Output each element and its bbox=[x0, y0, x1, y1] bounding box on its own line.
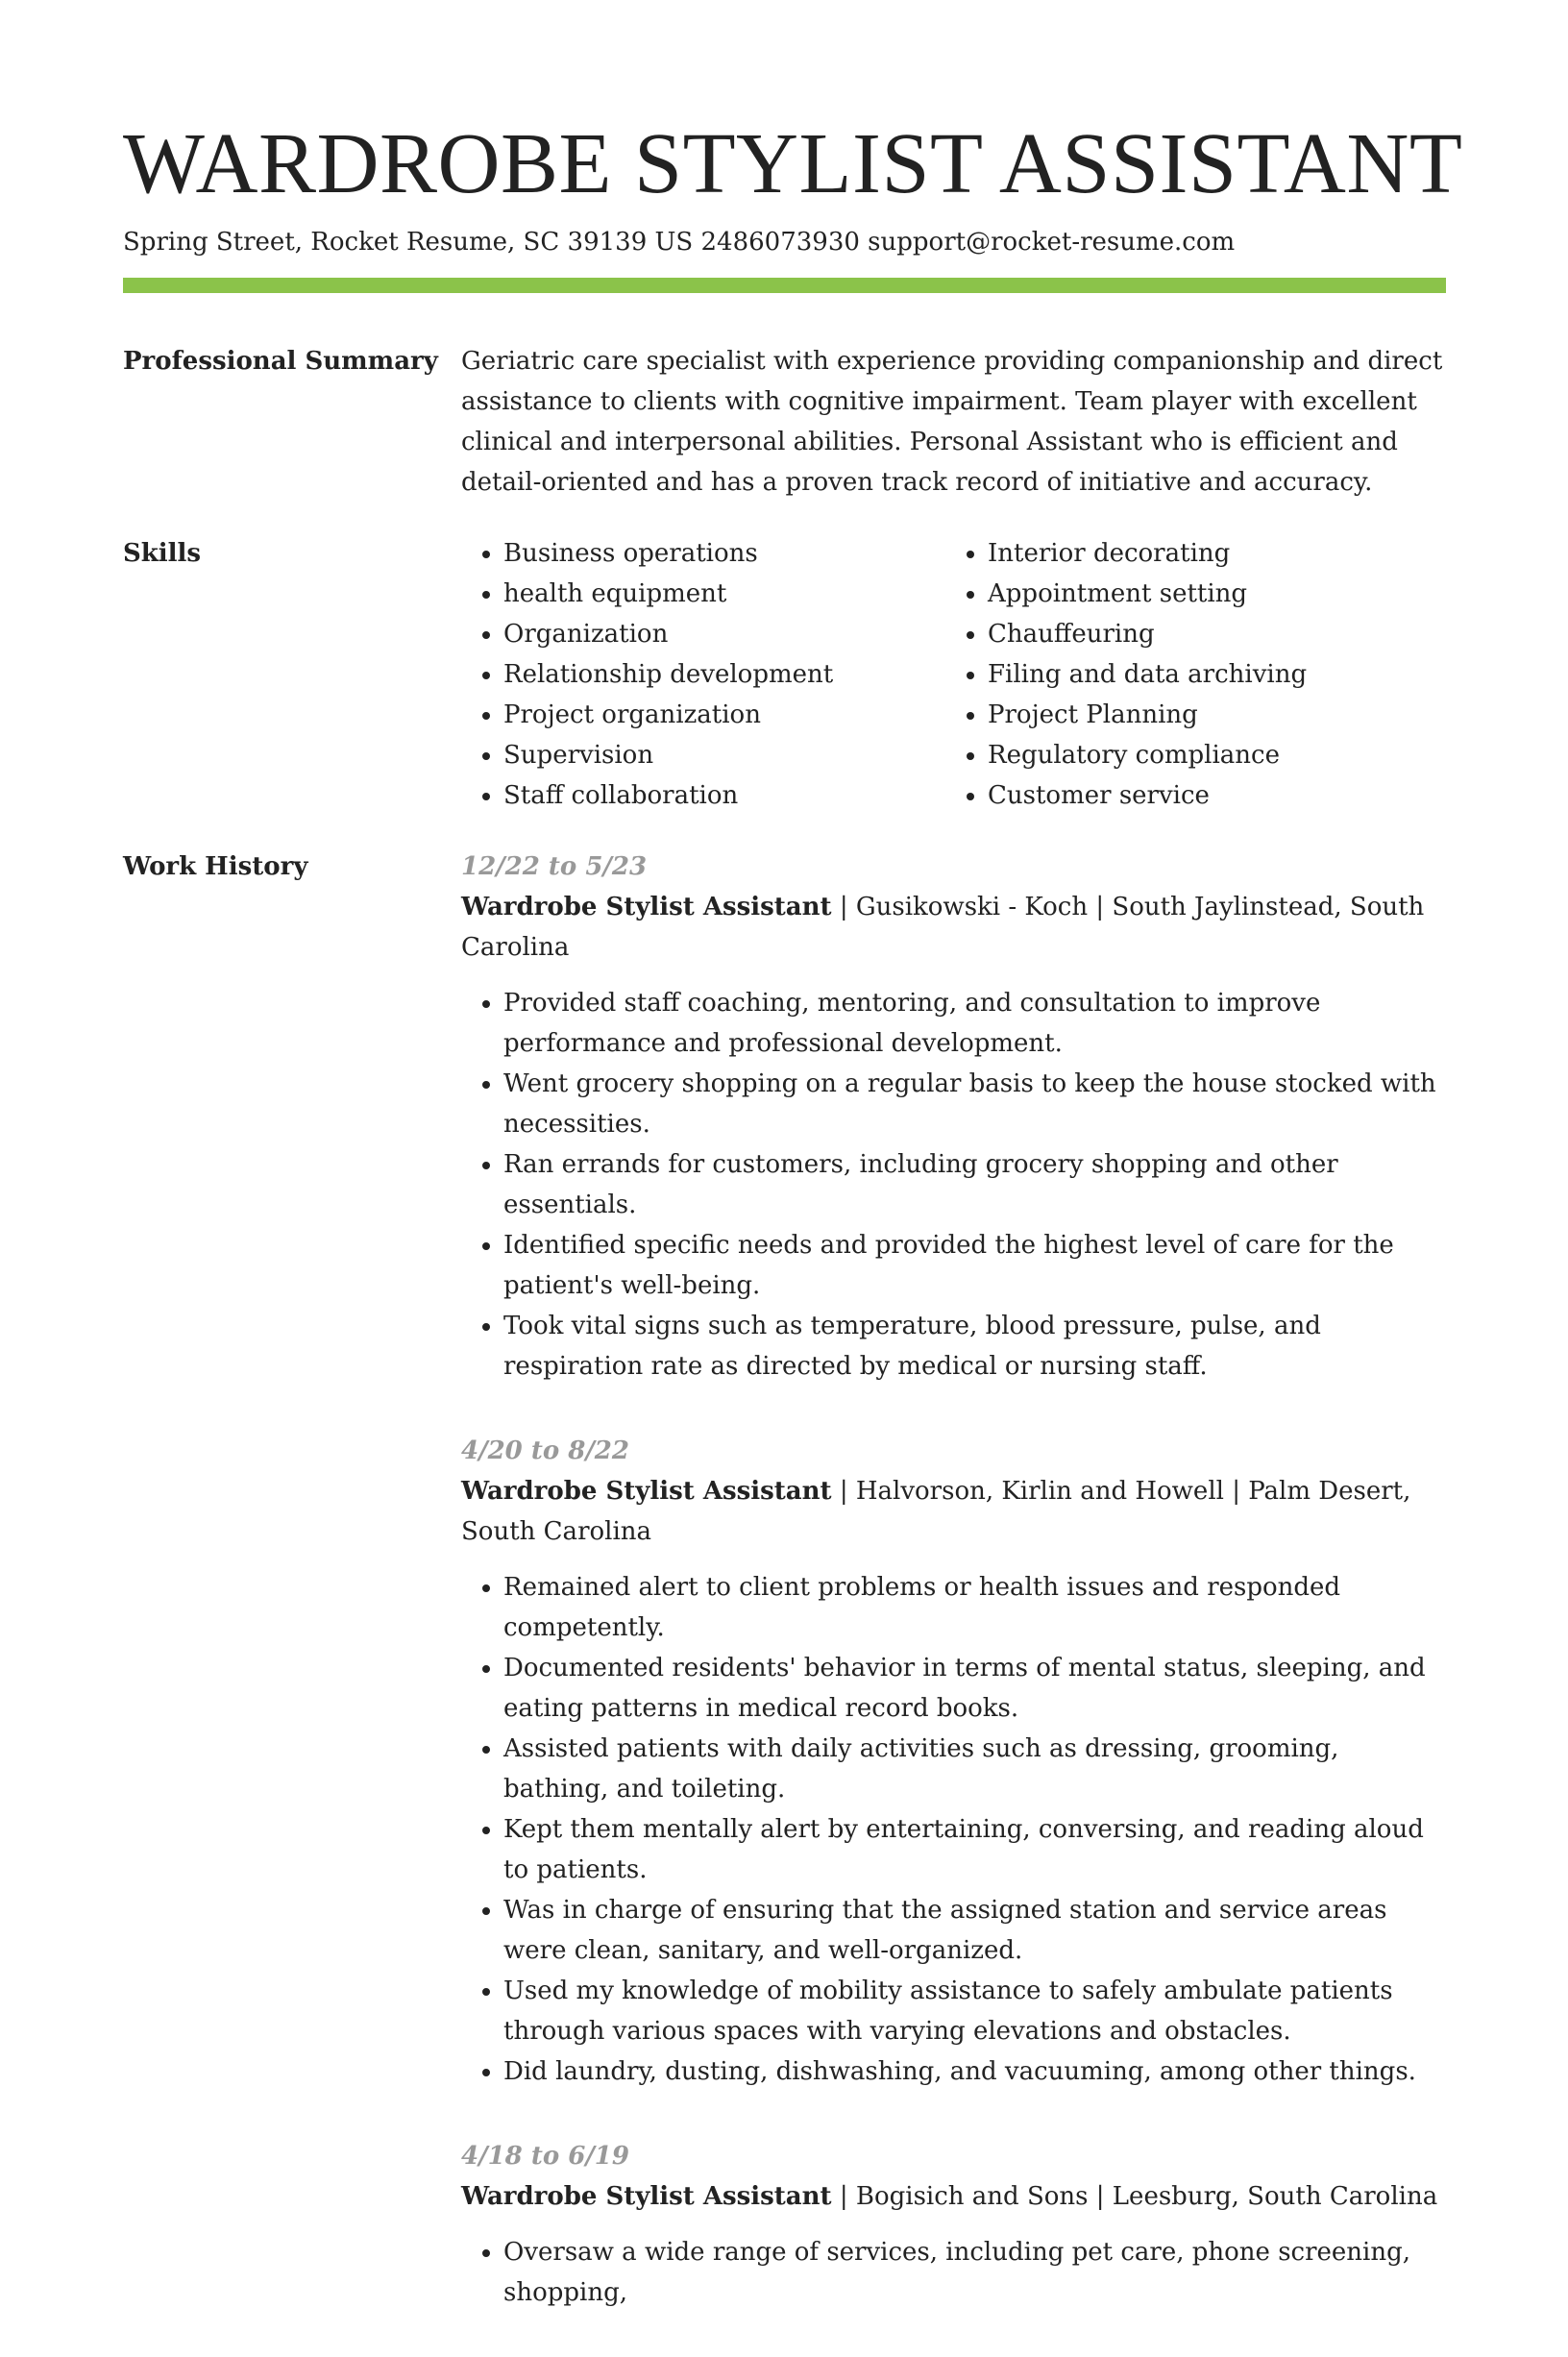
job-dates: 12/22 to 5/23 bbox=[461, 852, 648, 881]
skills-list-left bbox=[461, 533, 945, 816]
job-title: Wardrobe Stylist Assistant bbox=[461, 893, 832, 921]
job-bullet: • Ran errands for customers, including grocery shopping and other essentials. bbox=[503, 1144, 1446, 1225]
skill-item: • Staff collaboration bbox=[503, 775, 945, 816]
skills-list-right bbox=[945, 533, 1430, 816]
contact-line: Spring Street, Rocket Resume, SC 39139 US 2486073930 support@rocket-resume.com bbox=[123, 228, 1236, 257]
job-dates: 4/18 to 6/19 bbox=[461, 2142, 629, 2171]
skills-columns bbox=[461, 533, 1446, 816]
job-details: | Bogisich and Sons | Leesburg, South Carolina bbox=[831, 2182, 1438, 2211]
header-divider bbox=[123, 278, 1446, 293]
skill-item: • Customer service bbox=[988, 775, 1430, 816]
job-bullet: • Kept them mentally alert by entertaining, conversing, and reading aloud to patients. bbox=[503, 1809, 1446, 1890]
job-bullet: • Remained alert to client problems or health issues and responded competently. bbox=[503, 1567, 1446, 1648]
job-title: Wardrobe Stylist Assistant bbox=[461, 1477, 832, 1506]
skill-item: • Supervision bbox=[503, 735, 945, 775]
job-bullet-list bbox=[461, 2232, 1446, 2313]
skills-section bbox=[123, 533, 1446, 816]
summary-section bbox=[123, 341, 1446, 503]
skill-item: • Business operations bbox=[503, 533, 945, 574]
summary-body bbox=[461, 341, 1446, 503]
job-bullet: • Oversaw a wide range of services, including pet care, phone screening, shopping, bbox=[503, 2232, 1446, 2313]
job-bullet-list bbox=[461, 983, 1446, 1387]
job-bullet: • Took vital signs such as temperature, blood pressure, pulse, and respiration rate as directed by medical or nursing staff. bbox=[503, 1306, 1446, 1387]
job-bullet: • Went grocery shopping on a regular basis to keep the house stocked with necessities. bbox=[503, 1064, 1446, 1144]
job-bullet: • Identified specific needs and provided the highest level of care for the patient's well-being. bbox=[503, 1225, 1446, 1306]
job-bullet: • Assisted patients with daily activities such as dressing, grooming, bathing, and toileting. bbox=[503, 1729, 1446, 1809]
job-entry bbox=[461, 847, 1446, 1387]
skill-item: • health equipment bbox=[503, 574, 945, 614]
job-heading bbox=[461, 2176, 1446, 2217]
skill-item: • Interior decorating bbox=[988, 533, 1430, 574]
job-heading bbox=[461, 887, 1446, 968]
job-title: Wardrobe Stylist Assistant bbox=[461, 2182, 832, 2211]
skill-item: • Relationship development bbox=[503, 654, 945, 695]
skill-item: • Regulatory compliance bbox=[988, 735, 1430, 775]
summary-text: Geriatric care specialist with experience providing companionship and direct assistance to clients with cognitive impairment. Team player with excellent clinical and interpersonal abilities. Personal Assistant who is efficient and detail-oriented and has a proven track record of initiative and accuracy. bbox=[461, 347, 1443, 497]
job-heading bbox=[461, 1471, 1446, 1552]
job-bullet: • Was in charge of ensuring that the assigned station and service areas were clean, sanitary, and well-organized. bbox=[503, 1890, 1446, 1971]
skill-item: • Appointment setting bbox=[988, 574, 1430, 614]
skill-item: • Project Planning bbox=[988, 695, 1430, 735]
skills-label: Skills bbox=[123, 539, 202, 568]
job-entry bbox=[461, 1431, 1446, 2092]
job-dates: 4/20 to 8/22 bbox=[461, 1436, 629, 1465]
work-history-label: Work History bbox=[123, 852, 308, 881]
job-bullet-list bbox=[461, 1567, 1446, 2092]
work-history-section bbox=[123, 847, 1446, 2357]
skill-item: • Organization bbox=[503, 614, 945, 654]
job-details: | Halvorson, Kirlin and Howell | Palm Desert, South Carolina bbox=[461, 1477, 1411, 1546]
summary-label: Professional Summary bbox=[123, 347, 438, 376]
job-bullet: • Used my knowledge of mobility assistance to safely ambulate patients through various spaces with varying elevations and obstacles. bbox=[503, 1971, 1446, 2051]
skill-item: • Chauffeuring bbox=[988, 614, 1430, 654]
job-bullet: • Documented residents' behavior in terms of mental status, sleeping, and eating patterns in medical record books. bbox=[503, 1648, 1446, 1729]
skill-item: • Project organization bbox=[503, 695, 945, 735]
job-bullet: • Provided staff coaching, mentoring, and consultation to improve performance and professional development. bbox=[503, 983, 1446, 1064]
skill-item: • Filing and data archiving bbox=[988, 654, 1430, 695]
job-bullet: • Did laundry, dusting, dishwashing, and vacuuming, among other things. bbox=[503, 2051, 1446, 2092]
job-entry bbox=[461, 2136, 1446, 2313]
resume-name: WARDROBE STYLIST ASSISTANT bbox=[123, 116, 1463, 211]
job-details: | Gusikowski - Koch | South Jaylinstead, South Carolina bbox=[461, 893, 1425, 962]
resume-page bbox=[123, 0, 1463, 2357]
work-history-body bbox=[461, 847, 1446, 2357]
